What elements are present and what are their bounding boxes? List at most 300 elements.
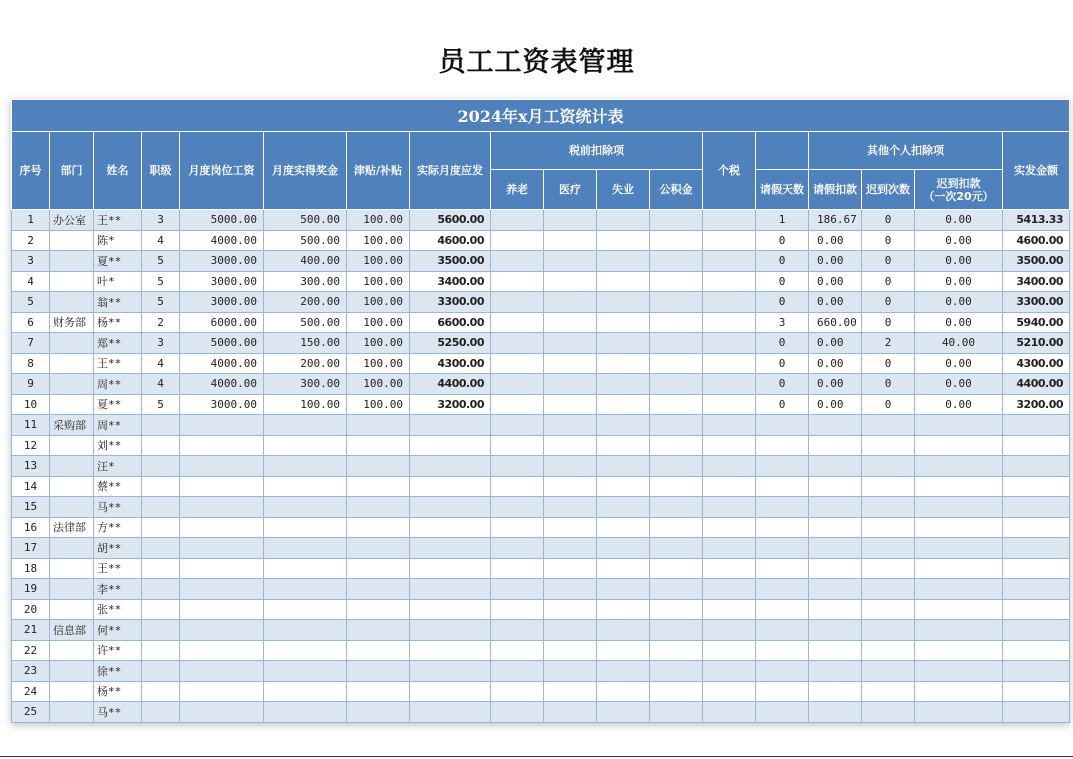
- cell-post[interactable]: 6000.00: [180, 312, 264, 333]
- cell-gross[interactable]: 4600.00: [410, 230, 491, 251]
- cell-late-deduct[interactable]: 0.00: [915, 312, 1003, 333]
- cell-leave-deduct[interactable]: 0.00: [809, 374, 862, 395]
- cell-name[interactable]: 马**: [94, 702, 142, 723]
- cell-late-deduct[interactable]: [915, 476, 1003, 497]
- cell-post[interactable]: [180, 497, 264, 518]
- cell-leave-days[interactable]: 1: [756, 210, 809, 231]
- cell-allow[interactable]: 100.00: [347, 394, 410, 415]
- cell-leave-deduct[interactable]: 0.00: [809, 271, 862, 292]
- cell-post[interactable]: 5000.00: [180, 210, 264, 231]
- cell-seq[interactable]: 13: [12, 456, 50, 477]
- cell-leave-deduct[interactable]: [809, 599, 862, 620]
- cell-gross[interactable]: [410, 476, 491, 497]
- cell-bonus[interactable]: [264, 599, 347, 620]
- cell-unemp[interactable]: [597, 394, 650, 415]
- cell-unemp[interactable]: [597, 230, 650, 251]
- cell-bonus[interactable]: 400.00: [264, 251, 347, 272]
- cell-late-count[interactable]: 0: [862, 312, 915, 333]
- cell-leave-deduct[interactable]: [809, 538, 862, 559]
- cell-gross[interactable]: 5250.00: [410, 333, 491, 354]
- cell-gross[interactable]: 4300.00: [410, 353, 491, 374]
- cell-allow[interactable]: [347, 517, 410, 538]
- cell-net[interactable]: [1003, 538, 1070, 559]
- cell-level[interactable]: 5: [142, 251, 180, 272]
- cell-gross[interactable]: 3200.00: [410, 394, 491, 415]
- cell-level[interactable]: [142, 517, 180, 538]
- cell-late-count[interactable]: [862, 640, 915, 661]
- cell-allow[interactable]: 100.00: [347, 374, 410, 395]
- cell-late-deduct[interactable]: [915, 702, 1003, 723]
- cell-dept[interactable]: 法律部: [50, 517, 94, 538]
- cell-bonus[interactable]: 200.00: [264, 353, 347, 374]
- cell-leave-days[interactable]: [756, 620, 809, 641]
- cell-leave-days[interactable]: [756, 702, 809, 723]
- cell-name[interactable]: 周**: [94, 374, 142, 395]
- cell-late-count[interactable]: [862, 456, 915, 477]
- cell-medical[interactable]: [544, 251, 597, 272]
- cell-post[interactable]: [180, 661, 264, 682]
- cell-medical[interactable]: [544, 497, 597, 518]
- cell-late-deduct[interactable]: [915, 517, 1003, 538]
- cell-name[interactable]: 周**: [94, 415, 142, 436]
- cell-allow[interactable]: 100.00: [347, 271, 410, 292]
- cell-late-count[interactable]: [862, 579, 915, 600]
- cell-net[interactable]: [1003, 599, 1070, 620]
- cell-late-deduct[interactable]: 0.00: [915, 394, 1003, 415]
- cell-late-deduct[interactable]: 0.00: [915, 374, 1003, 395]
- cell-dept[interactable]: [50, 599, 94, 620]
- cell-level[interactable]: [142, 599, 180, 620]
- cell-net[interactable]: 3500.00: [1003, 251, 1070, 272]
- cell-allow[interactable]: [347, 435, 410, 456]
- cell-fund[interactable]: [650, 230, 703, 251]
- cell-allow[interactable]: 100.00: [347, 333, 410, 354]
- cell-seq[interactable]: 5: [12, 292, 50, 313]
- cell-allow[interactable]: [347, 456, 410, 477]
- cell-late-deduct[interactable]: 0.00: [915, 271, 1003, 292]
- cell-name[interactable]: 李**: [94, 579, 142, 600]
- cell-bonus[interactable]: [264, 415, 347, 436]
- cell-allow[interactable]: [347, 640, 410, 661]
- cell-seq[interactable]: 7: [12, 333, 50, 354]
- cell-level[interactable]: 4: [142, 374, 180, 395]
- cell-unemp[interactable]: [597, 702, 650, 723]
- cell-bonus[interactable]: [264, 558, 347, 579]
- cell-unemp[interactable]: [597, 476, 650, 497]
- cell-fund[interactable]: [650, 415, 703, 436]
- cell-dept[interactable]: 采购部: [50, 415, 94, 436]
- cell-late-deduct[interactable]: 0.00: [915, 292, 1003, 313]
- cell-late-deduct[interactable]: 0.00: [915, 210, 1003, 231]
- cell-net[interactable]: 3200.00: [1003, 394, 1070, 415]
- cell-bonus[interactable]: [264, 681, 347, 702]
- cell-leave-deduct[interactable]: [809, 456, 862, 477]
- cell-level[interactable]: 5: [142, 271, 180, 292]
- cell-unemp[interactable]: [597, 353, 650, 374]
- cell-medical[interactable]: [544, 353, 597, 374]
- cell-medical[interactable]: [544, 292, 597, 313]
- cell-late-deduct[interactable]: [915, 620, 1003, 641]
- cell-net[interactable]: 3400.00: [1003, 271, 1070, 292]
- cell-seq[interactable]: 21: [12, 620, 50, 641]
- cell-fund[interactable]: [650, 702, 703, 723]
- cell-late-deduct[interactable]: [915, 599, 1003, 620]
- cell-name[interactable]: 陈*: [94, 230, 142, 251]
- cell-leave-deduct[interactable]: [809, 517, 862, 538]
- cell-net[interactable]: [1003, 517, 1070, 538]
- cell-pension[interactable]: [491, 292, 544, 313]
- cell-medical[interactable]: [544, 271, 597, 292]
- cell-name[interactable]: 杨**: [94, 312, 142, 333]
- cell-fund[interactable]: [650, 661, 703, 682]
- cell-dept[interactable]: 办公室: [50, 210, 94, 231]
- cell-gross[interactable]: [410, 599, 491, 620]
- cell-gross[interactable]: [410, 497, 491, 518]
- cell-fund[interactable]: [650, 210, 703, 231]
- cell-seq[interactable]: 15: [12, 497, 50, 518]
- cell-name[interactable]: 刘**: [94, 435, 142, 456]
- cell-tax[interactable]: [703, 558, 756, 579]
- cell-net[interactable]: [1003, 640, 1070, 661]
- cell-seq[interactable]: 20: [12, 599, 50, 620]
- cell-net[interactable]: 5413.33: [1003, 210, 1070, 231]
- cell-leave-days[interactable]: 3: [756, 312, 809, 333]
- cell-dept[interactable]: [50, 230, 94, 251]
- cell-leave-days[interactable]: [756, 456, 809, 477]
- cell-bonus[interactable]: [264, 435, 347, 456]
- cell-medical[interactable]: [544, 620, 597, 641]
- cell-leave-days[interactable]: [756, 640, 809, 661]
- cell-net[interactable]: 4400.00: [1003, 374, 1070, 395]
- cell-bonus[interactable]: 500.00: [264, 312, 347, 333]
- cell-unemp[interactable]: [597, 558, 650, 579]
- cell-level[interactable]: [142, 415, 180, 436]
- cell-pension[interactable]: [491, 661, 544, 682]
- cell-level[interactable]: 5: [142, 394, 180, 415]
- cell-late-count[interactable]: [862, 538, 915, 559]
- cell-medical[interactable]: [544, 661, 597, 682]
- cell-dept[interactable]: [50, 681, 94, 702]
- cell-tax[interactable]: [703, 312, 756, 333]
- cell-leave-days[interactable]: [756, 435, 809, 456]
- cell-leave-days[interactable]: [756, 579, 809, 600]
- cell-name[interactable]: 王**: [94, 353, 142, 374]
- cell-seq[interactable]: 1: [12, 210, 50, 231]
- cell-seq[interactable]: 25: [12, 702, 50, 723]
- cell-fund[interactable]: [650, 620, 703, 641]
- cell-allow[interactable]: [347, 497, 410, 518]
- cell-late-count[interactable]: 0: [862, 374, 915, 395]
- cell-allow[interactable]: 100.00: [347, 230, 410, 251]
- cell-gross[interactable]: [410, 681, 491, 702]
- cell-allow[interactable]: 100.00: [347, 312, 410, 333]
- cell-leave-days[interactable]: [756, 497, 809, 518]
- cell-net[interactable]: [1003, 456, 1070, 477]
- cell-bonus[interactable]: 500.00: [264, 210, 347, 231]
- cell-post[interactable]: 3000.00: [180, 271, 264, 292]
- cell-net[interactable]: [1003, 681, 1070, 702]
- cell-unemp[interactable]: [597, 210, 650, 231]
- cell-leave-deduct[interactable]: [809, 620, 862, 641]
- cell-tax[interactable]: [703, 415, 756, 436]
- cell-medical[interactable]: [544, 435, 597, 456]
- cell-leave-days[interactable]: 0: [756, 271, 809, 292]
- cell-fund[interactable]: [650, 312, 703, 333]
- cell-fund[interactable]: [650, 579, 703, 600]
- cell-level[interactable]: [142, 579, 180, 600]
- cell-level[interactable]: 3: [142, 333, 180, 354]
- cell-leave-deduct[interactable]: [809, 476, 862, 497]
- cell-tax[interactable]: [703, 435, 756, 456]
- cell-bonus[interactable]: [264, 497, 347, 518]
- cell-seq[interactable]: 24: [12, 681, 50, 702]
- cell-level[interactable]: [142, 702, 180, 723]
- cell-late-deduct[interactable]: 0.00: [915, 230, 1003, 251]
- cell-leave-days[interactable]: [756, 538, 809, 559]
- cell-net[interactable]: [1003, 476, 1070, 497]
- cell-late-count[interactable]: [862, 517, 915, 538]
- cell-late-count[interactable]: [862, 497, 915, 518]
- cell-fund[interactable]: [650, 599, 703, 620]
- cell-level[interactable]: [142, 640, 180, 661]
- cell-level[interactable]: 2: [142, 312, 180, 333]
- cell-late-count[interactable]: [862, 435, 915, 456]
- cell-dept[interactable]: [50, 702, 94, 723]
- cell-net[interactable]: [1003, 702, 1070, 723]
- cell-medical[interactable]: [544, 230, 597, 251]
- cell-name[interactable]: 翁**: [94, 292, 142, 313]
- cell-medical[interactable]: [544, 681, 597, 702]
- cell-unemp[interactable]: [597, 251, 650, 272]
- cell-fund[interactable]: [650, 517, 703, 538]
- cell-net[interactable]: 3300.00: [1003, 292, 1070, 313]
- cell-dept[interactable]: [50, 333, 94, 354]
- cell-gross[interactable]: [410, 538, 491, 559]
- cell-leave-days[interactable]: [756, 661, 809, 682]
- cell-fund[interactable]: [650, 497, 703, 518]
- cell-seq[interactable]: 22: [12, 640, 50, 661]
- cell-medical[interactable]: [544, 333, 597, 354]
- cell-seq[interactable]: 14: [12, 476, 50, 497]
- cell-name[interactable]: 许**: [94, 640, 142, 661]
- cell-gross[interactable]: 3400.00: [410, 271, 491, 292]
- cell-pension[interactable]: [491, 558, 544, 579]
- cell-late-deduct[interactable]: [915, 497, 1003, 518]
- cell-unemp[interactable]: [597, 661, 650, 682]
- cell-fund[interactable]: [650, 681, 703, 702]
- cell-bonus[interactable]: [264, 476, 347, 497]
- cell-leave-days[interactable]: 0: [756, 353, 809, 374]
- cell-unemp[interactable]: [597, 271, 650, 292]
- cell-post[interactable]: [180, 476, 264, 497]
- cell-tax[interactable]: [703, 230, 756, 251]
- cell-pension[interactable]: [491, 374, 544, 395]
- cell-name[interactable]: 郑**: [94, 333, 142, 354]
- cell-leave-deduct[interactable]: [809, 640, 862, 661]
- cell-level[interactable]: [142, 558, 180, 579]
- cell-leave-days[interactable]: [756, 415, 809, 436]
- cell-name[interactable]: 马**: [94, 497, 142, 518]
- cell-pension[interactable]: [491, 538, 544, 559]
- cell-tax[interactable]: [703, 353, 756, 374]
- cell-leave-deduct[interactable]: [809, 661, 862, 682]
- cell-medical[interactable]: [544, 312, 597, 333]
- cell-leave-days[interactable]: 0: [756, 374, 809, 395]
- cell-medical[interactable]: [544, 374, 597, 395]
- cell-dept[interactable]: [50, 456, 94, 477]
- cell-gross[interactable]: 3300.00: [410, 292, 491, 313]
- cell-bonus[interactable]: 300.00: [264, 271, 347, 292]
- cell-medical[interactable]: [544, 702, 597, 723]
- cell-tax[interactable]: [703, 394, 756, 415]
- cell-bonus[interactable]: [264, 702, 347, 723]
- cell-unemp[interactable]: [597, 456, 650, 477]
- cell-pension[interactable]: [491, 415, 544, 436]
- cell-pension[interactable]: [491, 353, 544, 374]
- cell-seq[interactable]: 23: [12, 661, 50, 682]
- cell-seq[interactable]: 12: [12, 435, 50, 456]
- cell-seq[interactable]: 19: [12, 579, 50, 600]
- cell-dept[interactable]: [50, 374, 94, 395]
- cell-gross[interactable]: [410, 661, 491, 682]
- cell-late-count[interactable]: [862, 476, 915, 497]
- cell-level[interactable]: [142, 497, 180, 518]
- cell-post[interactable]: 5000.00: [180, 333, 264, 354]
- cell-late-count[interactable]: [862, 558, 915, 579]
- cell-late-deduct[interactable]: 40.00: [915, 333, 1003, 354]
- cell-net[interactable]: 4300.00: [1003, 353, 1070, 374]
- cell-late-count[interactable]: 0: [862, 292, 915, 313]
- cell-name[interactable]: 徐**: [94, 661, 142, 682]
- cell-pension[interactable]: [491, 333, 544, 354]
- cell-unemp[interactable]: [597, 312, 650, 333]
- cell-unemp[interactable]: [597, 620, 650, 641]
- cell-net[interactable]: 5210.00: [1003, 333, 1070, 354]
- cell-allow[interactable]: [347, 538, 410, 559]
- cell-leave-deduct[interactable]: 0.00: [809, 394, 862, 415]
- cell-post[interactable]: 4000.00: [180, 230, 264, 251]
- cell-level[interactable]: [142, 456, 180, 477]
- cell-net[interactable]: [1003, 579, 1070, 600]
- cell-fund[interactable]: [650, 374, 703, 395]
- cell-allow[interactable]: [347, 620, 410, 641]
- cell-allow[interactable]: [347, 415, 410, 436]
- cell-post[interactable]: [180, 558, 264, 579]
- cell-tax[interactable]: [703, 374, 756, 395]
- cell-post[interactable]: [180, 599, 264, 620]
- cell-leave-deduct[interactable]: 0.00: [809, 333, 862, 354]
- cell-bonus[interactable]: [264, 640, 347, 661]
- cell-tax[interactable]: [703, 681, 756, 702]
- cell-bonus[interactable]: 200.00: [264, 292, 347, 313]
- cell-tax[interactable]: [703, 333, 756, 354]
- cell-dept[interactable]: [50, 271, 94, 292]
- cell-allow[interactable]: [347, 681, 410, 702]
- cell-post[interactable]: [180, 681, 264, 702]
- cell-tax[interactable]: [703, 599, 756, 620]
- cell-pension[interactable]: [491, 210, 544, 231]
- cell-name[interactable]: 蔡**: [94, 476, 142, 497]
- cell-unemp[interactable]: [597, 333, 650, 354]
- cell-dept[interactable]: [50, 353, 94, 374]
- cell-leave-days[interactable]: 0: [756, 251, 809, 272]
- cell-dept[interactable]: [50, 476, 94, 497]
- cell-net[interactable]: [1003, 558, 1070, 579]
- cell-seq[interactable]: 8: [12, 353, 50, 374]
- cell-tax[interactable]: [703, 292, 756, 313]
- cell-leave-deduct[interactable]: 660.00: [809, 312, 862, 333]
- cell-leave-days[interactable]: 0: [756, 333, 809, 354]
- cell-bonus[interactable]: [264, 579, 347, 600]
- cell-seq[interactable]: 3: [12, 251, 50, 272]
- cell-tax[interactable]: [703, 251, 756, 272]
- cell-dept[interactable]: 信息部: [50, 620, 94, 641]
- cell-pension[interactable]: [491, 476, 544, 497]
- cell-allow[interactable]: 100.00: [347, 353, 410, 374]
- cell-post[interactable]: [180, 415, 264, 436]
- cell-leave-days[interactable]: 0: [756, 394, 809, 415]
- cell-leave-deduct[interactable]: 0.00: [809, 292, 862, 313]
- cell-allow[interactable]: [347, 599, 410, 620]
- cell-bonus[interactable]: 500.00: [264, 230, 347, 251]
- cell-level[interactable]: [142, 538, 180, 559]
- cell-unemp[interactable]: [597, 599, 650, 620]
- cell-medical[interactable]: [544, 579, 597, 600]
- cell-allow[interactable]: 100.00: [347, 210, 410, 231]
- cell-leave-deduct[interactable]: [809, 558, 862, 579]
- cell-tax[interactable]: [703, 517, 756, 538]
- cell-late-count[interactable]: 0: [862, 230, 915, 251]
- cell-bonus[interactable]: [264, 517, 347, 538]
- cell-medical[interactable]: [544, 456, 597, 477]
- cell-pension[interactable]: [491, 312, 544, 333]
- cell-leave-deduct[interactable]: [809, 702, 862, 723]
- cell-gross[interactable]: 3500.00: [410, 251, 491, 272]
- cell-pension[interactable]: [491, 497, 544, 518]
- cell-unemp[interactable]: [597, 579, 650, 600]
- cell-tax[interactable]: [703, 702, 756, 723]
- cell-fund[interactable]: [650, 333, 703, 354]
- cell-bonus[interactable]: [264, 456, 347, 477]
- cell-leave-deduct[interactable]: [809, 415, 862, 436]
- cell-unemp[interactable]: [597, 538, 650, 559]
- cell-late-deduct[interactable]: [915, 681, 1003, 702]
- cell-late-deduct[interactable]: [915, 435, 1003, 456]
- cell-unemp[interactable]: [597, 681, 650, 702]
- cell-name[interactable]: 夏**: [94, 251, 142, 272]
- cell-level[interactable]: 4: [142, 353, 180, 374]
- cell-pension[interactable]: [491, 394, 544, 415]
- cell-medical[interactable]: [544, 538, 597, 559]
- cell-seq[interactable]: 9: [12, 374, 50, 395]
- cell-tax[interactable]: [703, 661, 756, 682]
- cell-leave-deduct[interactable]: 0.00: [809, 353, 862, 374]
- cell-pension[interactable]: [491, 517, 544, 538]
- cell-dept[interactable]: [50, 497, 94, 518]
- cell-dept[interactable]: [50, 661, 94, 682]
- cell-late-deduct[interactable]: [915, 415, 1003, 436]
- cell-tax[interactable]: [703, 210, 756, 231]
- cell-fund[interactable]: [650, 456, 703, 477]
- cell-fund[interactable]: [650, 538, 703, 559]
- cell-medical[interactable]: [544, 517, 597, 538]
- cell-gross[interactable]: 4400.00: [410, 374, 491, 395]
- cell-gross[interactable]: [410, 435, 491, 456]
- cell-unemp[interactable]: [597, 374, 650, 395]
- cell-bonus[interactable]: 300.00: [264, 374, 347, 395]
- cell-medical[interactable]: [544, 476, 597, 497]
- cell-medical[interactable]: [544, 558, 597, 579]
